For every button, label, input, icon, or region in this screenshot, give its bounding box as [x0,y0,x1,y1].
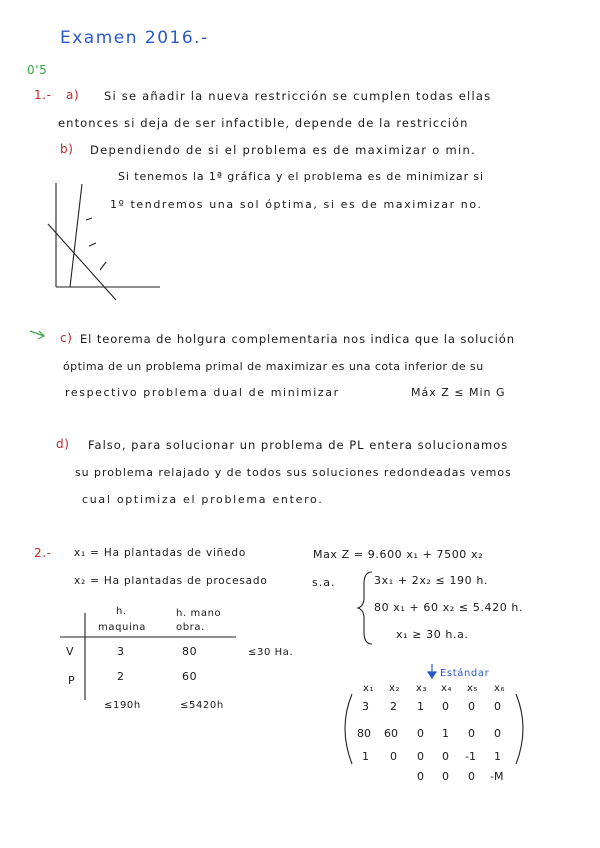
table-cell-p-labour: 60 [182,670,198,683]
q1-d-line3: cual optimiza el problema entero. [82,493,324,506]
page-title: Examen 2016.- [60,28,209,48]
matrix-cell: 0 [417,770,424,783]
matrix-cell: 0 [442,750,449,763]
q2-constraint-3: x₁ ≥ 30 h.a. [396,628,469,641]
table-row-label-p: P [68,674,76,687]
q2-constraint-2: 80 x₁ + 60 x₂ ≤ 5.420 h. [374,601,524,614]
q1-d-line1: Falso, para solucionar un problema de PL entera solucionamos [88,438,509,452]
table-head-labour-2: obra. [176,622,205,633]
q2-objective-function: Max Z = 9.600 x₁ + 7500 x₂ [313,548,484,561]
direction-mark-3 [100,262,106,270]
q1-d-label: d) [56,437,70,451]
matrix-header-x1: x₁ [363,683,375,694]
matrix-header-x6: x₆ [494,683,506,694]
constraint-line-2 [70,184,82,287]
table-cell-v-machine: 3 [117,645,125,658]
matrix-header-x4: x₄ [441,683,453,694]
q2-constraint-1: 3x₁ + 2x₂ ≤ 190 h. [374,574,489,587]
matrix-cell: 3 [362,700,369,713]
q1-b-line1: Dependiendo de si el problema es de maximizar o min. [90,143,477,157]
q1-b-line3: 1º tendremos una sol óptima, si es de maximizar no. [110,198,483,211]
q1-c-label: c) [60,331,73,345]
direction-mark-1 [86,218,92,220]
score-mark: 0'5 [27,63,48,77]
matrix-cell: -M [490,770,504,783]
constraint-brace [358,572,372,644]
matrix-cell: 1 [494,750,501,763]
q1-d-line2: su problema relajado y de todos sus soluciones redondeadas vemos [75,466,512,479]
matrix-cell: 0 [468,770,475,783]
table-limit-machine: ≤190h [104,700,141,711]
matrix-cell: 0 [468,727,475,740]
direction-mark-2 [89,243,96,246]
q1-a-line2: entonces si deja de ser infactible, depende de la restricción [58,116,469,130]
q1-c-line2: óptima de un problema primal de maximizar es una cota inferior de su [63,360,484,373]
q2-number: 2.- [34,546,52,560]
arrow-icon [30,331,44,339]
matrix-header-x5: x₅ [467,683,479,694]
matrix-right-paren [516,694,523,764]
q1-a-label: a) [66,88,80,102]
matrix-cell: 80 [357,727,371,740]
matrix-cell: 60 [384,727,398,740]
matrix-cell: 1 [442,727,449,740]
matrix-cell: 0 [494,727,501,740]
matrix-cell: 0 [390,750,397,763]
data-table-lines [60,613,236,700]
matrix-header-x3: x₃ [416,683,428,694]
matrix-cell: 0 [442,700,449,713]
table-cell-p-machine: 2 [117,670,125,683]
q1-number: 1.- [34,88,52,102]
matrix-cell: 1 [362,750,369,763]
matrix-cell: 0 [494,700,501,713]
matrix-cell: 0 [442,770,449,783]
q2-subject-to: s.a. [312,576,336,589]
q1-a-line1: Si se añadir la nueva restricción se cumplen todas ellas [104,89,492,103]
q2-x1-definition: x₁ = Ha plantadas de viñedo [74,547,247,559]
standard-form-label: Estándar [440,668,490,679]
table-head-machine-1: h. [116,606,127,617]
q2-x2-definition: x₂ = Ha plantadas de procesado [74,575,268,587]
table-row-label-v: V [66,645,75,658]
matrix-cell: 0 [417,750,424,763]
q1-c-formula: Máx Z ≤ Min G [411,386,506,399]
table-head-machine-2: maquina [98,622,146,633]
matrix-cell: 0 [468,700,475,713]
matrix-cell: -1 [465,750,476,763]
table-limit-labour: ≤5420h [180,700,224,711]
q1-b-label: b) [60,142,74,156]
matrix-cell: 1 [417,700,424,713]
table-cell-v-labour: 80 [182,645,198,658]
table-side-note: ≤30 Ha. [248,647,294,658]
table-head-labour-1: h. mano [176,608,222,619]
q1-c-line3: respectivo problema dual de minimizar [65,386,340,399]
arrow-down-icon [428,664,436,678]
q1-b-line2: Si tenemos la 1ª gráfica y el problema es de minimizar si [118,170,484,183]
q1-c-line1: El teorema de holgura complementaria nos indica que la solución [80,332,515,346]
matrix-header-x2: x₂ [389,683,401,694]
matrix-cell: 2 [390,700,397,713]
matrix-cell: 0 [417,727,424,740]
matrix-left-paren [345,694,352,764]
